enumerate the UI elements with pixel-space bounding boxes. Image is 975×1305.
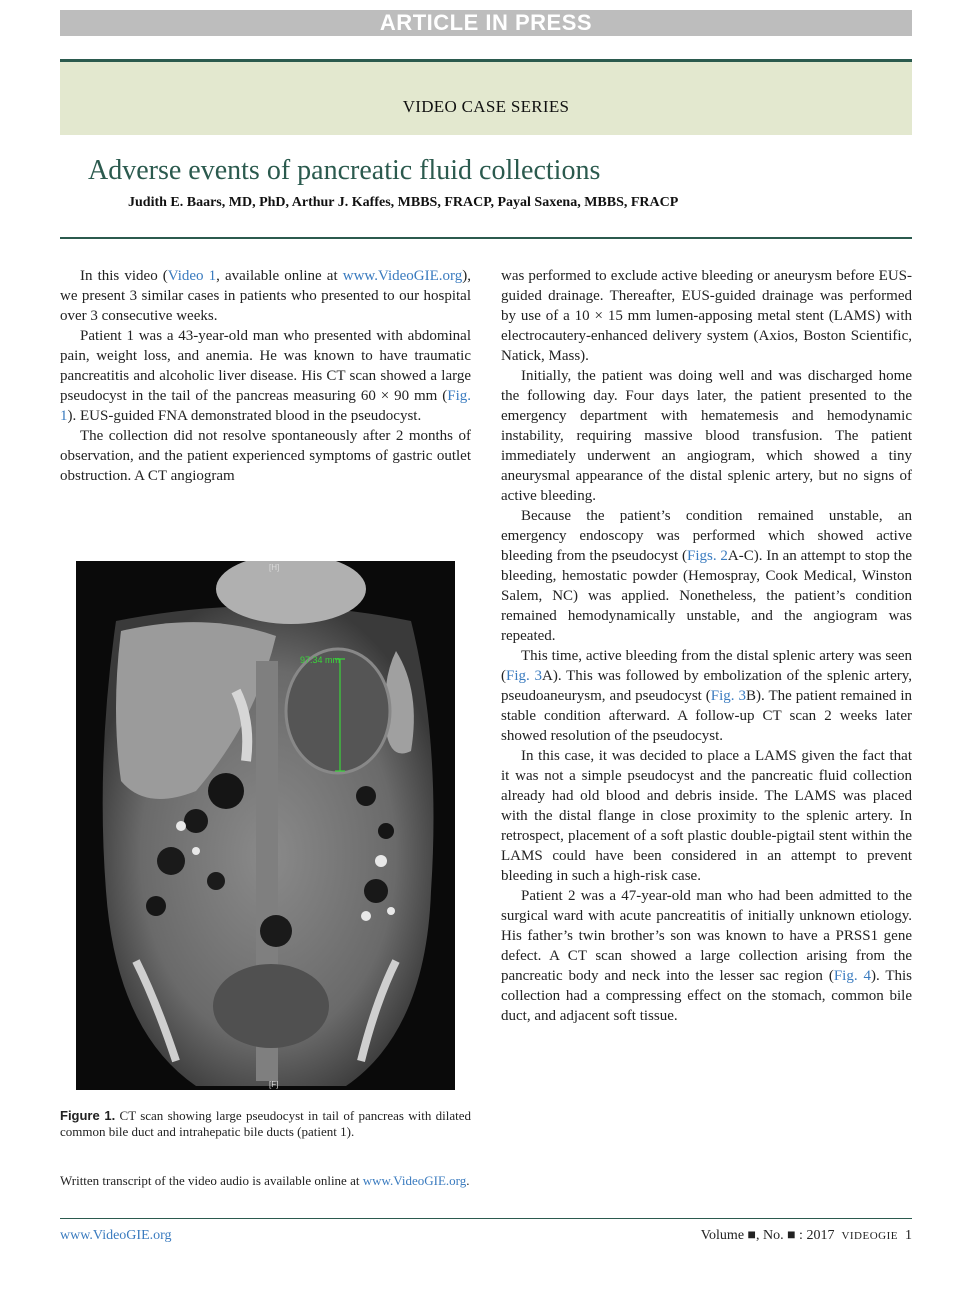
paragraph: This time, active bleeding from the distal splenic artery was seen (Fig. 3A). This was followed by embolization of the splenic artery, pseudoaneurysm, and pseudocyst (Fig. 3B). The patient remained in stable condition afterward. A follow-up CT scan 2 weeks later showed resolution of the pseudocyst. bbox=[501, 648, 913, 744]
section-label: VIDEO CASE SERIES bbox=[60, 62, 912, 135]
figure-caption: Figure 1. CT scan showing large pseudocyst in tail of pancreas with dilated common bile duct and intrahepatic bile ducts (patient 1). bbox=[60, 1108, 471, 1139]
orientation-bottom: [F] bbox=[269, 1080, 279, 1089]
website-link[interactable]: www.VideoGIE.org bbox=[342, 268, 463, 284]
paragraph: In this video (Video 1, available online at www.VideoGIE.org), we present 3 similar cases in patients who presented to our hospital over 3 consecutive weeks. bbox=[60, 268, 471, 324]
paragraph: Because the patient’s condition remained unstable, an emergency endoscopy was performed which showed active bleeding from the pseudocyst (Figs. 2A-C). In an attempt to stop the bleeding, hemostatic powder (Hemospray, Cook Medical, Winston Salem, NC) was applied. Nonetheless, the patient’s condition remained hemodynamically unstable, and the angiogram was repeated. bbox=[501, 508, 912, 644]
ct-scan-image bbox=[76, 561, 455, 1090]
footer-citation bbox=[701, 1228, 912, 1244]
author-list: Judith E. Baars, MD, PhD, Arthur J. Kaffes, MBBS, FRACP, Payal Saxena, MBBS, FRACP bbox=[128, 195, 679, 210]
figure-link[interactable]: Fig. 3 bbox=[710, 688, 747, 704]
video-link[interactable]: Video 1 bbox=[167, 268, 217, 284]
paragraph: was performed to exclude active bleeding or aneurysm before EUS-guided drainage. Thereafter, EUS-guided drainage was performed by use of a 10 × 15 mm lumen-apposing metal stent (LAMS) with electrocautery-enhanced delivery system (Axios, Boston Scientific, Natick, Mass). bbox=[501, 268, 912, 364]
journal-name: VIDEOGIE bbox=[841, 1230, 898, 1242]
article-in-press-banner: ARTICLE IN PRESS bbox=[60, 10, 912, 36]
caption-label: Figure 1. bbox=[60, 1108, 116, 1123]
title-rule bbox=[60, 237, 912, 239]
paragraph: Patient 2 was a 47-year-old man who had been admitted to the surgical ward with acute pancreatitis of initially unknown etiology. His father’s twin brother’s son was known to have a PRSS1 gene defect. A CT scan showed a large collection arising from the pancreatic body and neck into the lesser sac region (Fig. 4). This collection had a compressing effect on the stomach, common bile duct, and adjacent soft tissue. bbox=[501, 888, 912, 1024]
volume-info: Volume ■, No. ■ : 2017 bbox=[700, 1228, 835, 1243]
footer-rule bbox=[60, 1218, 912, 1219]
footnote: Written transcript of the video audio is available online at www.VideoGIE.org. bbox=[60, 1173, 470, 1188]
website-link[interactable]: www.VideoGIE.org bbox=[362, 1173, 467, 1188]
paragraph: The collection did not resolve spontaneously after 2 months of observation, and the patient experienced symptoms of gastric outlet obstruction. A CT angiogram bbox=[60, 428, 471, 484]
ct-scan-figure bbox=[76, 561, 455, 1090]
measurement-label: 97.34 mm bbox=[300, 655, 341, 665]
figure-link[interactable]: Fig. 4 bbox=[833, 968, 871, 984]
figure-link[interactable]: Figs. 2 bbox=[687, 548, 728, 564]
orientation-top: [H] bbox=[269, 563, 280, 572]
right-column bbox=[501, 266, 912, 1026]
paragraph: In this case, it was decided to place a LAMS given the fact that it was not a simple pseudocyst and the pancreatic fluid collection already had old blood and debris inside. The LAMS was placed with the distal flange in close proximity to the splenic artery. In retrospect, placement of a soft plastic double-pigtail stent within the LAMS could have been considered in an attempt to prevent bleeding in such a high-risk case. bbox=[501, 748, 912, 884]
article-title: Adverse events of pancreatic fluid collections bbox=[88, 155, 601, 186]
footer-url-link[interactable]: www.VideoGIE.org bbox=[60, 1228, 172, 1243]
page-number: 1 bbox=[905, 1228, 912, 1243]
paragraph: Initially, the patient was doing well and was discharged home the following day. Four days later, the patient presented to the emergency department with hematemesis and hemodynamic instability, requiring massive blood transfusion. The patient immediately underwent an angiogram, which showed a tiny aneurysmal appearance of the distal splenic artery, but no signs of active bleeding. bbox=[501, 368, 912, 504]
left-column bbox=[60, 266, 471, 486]
figure-link[interactable]: Fig. 3 bbox=[506, 668, 543, 684]
figure-link[interactable]: Fig. 1 bbox=[60, 388, 471, 424]
paragraph: Patient 1 was a 43-year-old man who presented with abdominal pain, weight loss, and anemia. He was known to have traumatic pancreatitis and alcoholic liver disease. His CT scan showed a large pseudocyst in the tail of the pancreas measuring 60 × 90 mm (Fig. 1). EUS-guided FNA demonstrated blood in the pseudocyst. bbox=[60, 328, 471, 424]
